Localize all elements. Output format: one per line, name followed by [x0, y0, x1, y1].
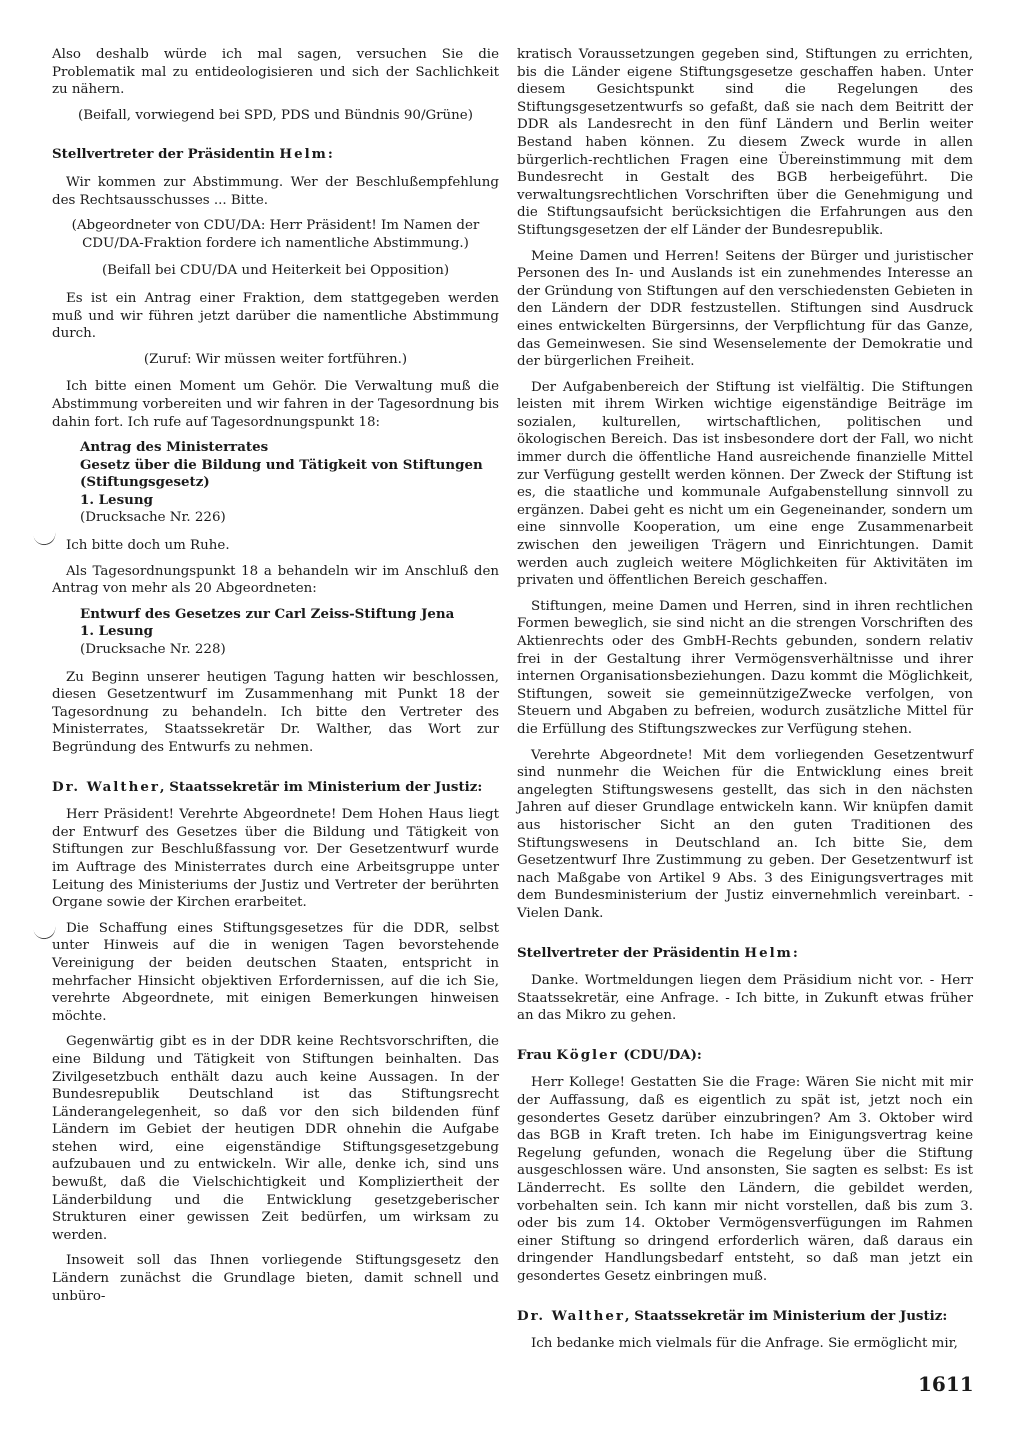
page-number: 1611	[918, 1372, 974, 1396]
speaker-role: Stellvertreter der Präsidentin	[52, 146, 275, 163]
speaker-name: Dr. Walther	[517, 1307, 625, 1324]
speaker-heading	[517, 1308, 973, 1326]
paragraph: Wir kommen zur Abstimmung. Wer der Beschlußempfehlung des Rechtsausschusses ... Bitte.	[52, 174, 499, 208]
paragraph: Ich bitte doch um Ruhe.	[66, 538, 230, 554]
speaker-heading	[52, 779, 499, 797]
right-column	[517, 46, 973, 1361]
paragraph: Ich bitte einen Moment um Gehör. Die Verwaltung muß die Abstimmung vorbereiten und wir fahren in der Tagesordnung bis dahin fort. Ich rufe auf Tagesordnungspunkt 18:	[52, 379, 499, 430]
speaker-heading	[52, 146, 499, 164]
agenda-line: (Drucksache Nr. 228)	[80, 642, 226, 658]
paragraph: Verehrte Abgeordnete! Mit dem vorliegenden Gesetzentwurf sind nunmehr die Weichen für die Entwicklung eines breit angelegten Stiftungswesens gestellt, das sich in den nächsten Jahren auf dieser Grundlage entwickeln kann. Wir knüpfen damit aus historischer Sicht an den guten Traditionen des Stiftungswesens in Deutschland an. Ich bitte Sie, dem Gesetzentwurf Ihre Zustimmung zu geben. Der Gesetzentwurf ist nach Maßgabe von Artikel 9 Abs. 3 des Einigungsvertrages mit dem Bundesministerium der Justiz einvernehmlich vereinbart. - Vielen Dank.	[517, 747, 973, 921]
agenda-line: Gesetz über die Bildung und Tätigkeit von Stiftungen	[80, 456, 483, 473]
agenda-line: Antrag des Ministerrates	[80, 439, 269, 456]
speaker-role: Frau	[517, 1046, 552, 1063]
paragraph: Stiftungen, meine Damen und Herren, sind in ihren rechtlichen Formen beweglich, sie sind nicht an die strengen Vorschriften des Aktienrechts oder des GmbH-Rechts gebunden, sondern relativ frei in der Gestaltung ihrer Vermögensverhältnisse und ihrer internen Organisationsbeziehungen. Dazu kommt die Möglichkeit, Stiftungen, soweit sie gemeinnützigeZwecke verfolgen, von Steuern und Abgaben zu befreien, wodurch zusätzliche Mittel für die Erfüllung des Stiftungszweckes zur Verfügung stehen.	[517, 598, 973, 737]
speaker-name: Kögler	[556, 1046, 619, 1063]
interjection: (Beifall bei CDU/DA und Heiterkeit bei Opposition)	[101, 263, 450, 279]
speaker-name: Helm	[744, 944, 793, 961]
paragraph: Herr Kollege! Gestatten Sie die Frage: Wären Sie nicht mit mir der Auffassung, daß es eigentlich zu spät ist, jetzt noch ein gesondertes Gesetz darüber einzubringen? Am 3. Oktober wird das BGB in Kraft treten. Ich habe im Einigungsvertrag keine Regelung gefunden, wonach die Regelung über die Stiftung ausgeschlossen wäre. Und ansonsten, Sie sagten es selbst: Es ist Länderrecht. Es sollte den Ländern, die gebildet werden, vorbehalten sein. Ich kann mir nicht vorstellen, daß bis zum 3. oder bis zum 14. Oktober Vermögensverfügungen im Rahmen einer Stiftung so dringend erforderlich wären, daß daraus ein dringender Handlungsbedarf entsteht, so daß man jetzt ein gesondertes Gesetz einbringen muß.	[517, 1075, 973, 1284]
speaker-name: Helm	[279, 146, 328, 163]
interjection: (Beifall, vorwiegend bei SPD, PDS und Bündnis 90/Grüne)	[78, 107, 473, 123]
speaker-role: Stellvertreter der Präsidentin	[517, 944, 740, 961]
paragraph: Zu Beginn unserer heutigen Tagung hatten wir beschlossen, diesen Gesetzentwurf im Zusammenhang mit Punkt 18 der Tagesordnung zu behandeln. Ich bitte den Vertreter des Ministerrates, Staatssekretär Dr. Walther, das Wort zur Begründung des Entwurfs zu nehmen.	[52, 669, 499, 755]
paragraph: Gegenwärtig gibt es in der DDR keine Rechtsvorschriften, die eine Bildung und Tätigkeit von Stiftungen beinhalten. Das Zivilgesetzbuch enthält dazu auch keine Aussagen. In der Bundesrepublik Deutschland ist das Stiftungsrecht Länderangelegenheit, so daß vor den sich bildenden fünf Ländern im Gebiet der heutigen DDR ohnehin die Aufgabe stehen wird, eine eigenständige Stiftungsgesetzgebung aufzubauen und zu entwickeln. Wir alle, denke ich, sind uns bewußt, daß die Vielschichtigkeit und Kompliziertheit der Länderbildung und die Entwicklung gesetzgeberischer Strukturen einer gewissen Zeit bedürfen, um wirksam zu werden.	[52, 1034, 499, 1243]
paragraph: Herr Präsident! Verehrte Abgeordnete! Dem Hohen Haus liegt der Entwurf des Gesetzes über die Bildung und Tätigkeit von Stiftungen zur Beschlußfassung vor. Der Gesetzentwurf wurde im Auftrage des Ministerrates durch eine Arbeitsgruppe unter Leitung des Ministeriums der Justiz und Vertreter der berührten Organe sowie der Kirchen erarbeitet.	[52, 807, 499, 911]
paragraph: Also deshalb würde ich mal sagen, versuchen Sie die Problematik mal zu entideologisieren und sich der Sachlichkeit zu nähern.	[52, 47, 499, 98]
agenda-line: (Stiftungsgesetz)	[80, 474, 210, 491]
speaker-name: Dr. Walther	[52, 778, 160, 795]
paragraph: Insoweit soll das Ihnen vorliegende Stiftungsgesetz den Ländern zunächst die Grundlage bieten, damit schnell und unbüro-	[52, 1253, 499, 1304]
speaker-heading	[517, 1047, 973, 1065]
paragraph: Die Schaffung eines Stiftungsgesetzes für die DDR, selbst unter Hinweis auf die in wenigen Tagen bevorstehende Vereinigung der beiden deutschen Staaten, entspricht in mehrfacher Hinsicht objektiven Erfordernissen, auf die ich Sie, verehrte Abgeordnete, mit einigen Bemerkungen hinweisen möchte.	[52, 920, 499, 1024]
speaker-suffix: , Staatssekretär im Ministerium der Justiz:	[159, 778, 483, 795]
agenda-line: Entwurf des Gesetzes zur Carl Zeiss-Stiftung Jena	[80, 605, 455, 622]
speaker-suffix: , Staatssekretär im Ministerium der Justiz:	[624, 1307, 948, 1324]
paragraph: Als Tagesordnungspunkt 18 a behandeln wir im Anschluß den Antrag von mehr als 20 Abgeordneten:	[52, 563, 499, 597]
paragraph: Danke. Wortmeldungen liegen dem Präsidium nicht vor. - Herr Staatssekretär, eine Anfrage. - Ich bitte, in Zukunft etwas früher an das Mikro zu gehen.	[517, 973, 973, 1024]
agenda-line: 1. Lesung	[80, 623, 153, 640]
speaker-heading	[517, 945, 973, 963]
paragraph: Ich bedanke mich vielmals für die Anfrage. Sie ermöglicht mir,	[531, 1336, 958, 1352]
speaker-suffix: :	[327, 146, 333, 163]
paragraph: Der Aufgabenbereich der Stiftung ist vielfältig. Die Stiftungen leisten mit ihrem Wirken wichtige eigenständige Beiträge im sozialen, kulturellen, wirtschaftlichen, politischen und ökologischen Bereich. Das ist insbesondere dort der Fall, wo nicht immer durch die öffentliche Hand ausreichende finanzielle Mittel zur Verfügung gestellt werden können. Der Zweck der Stiftung ist es, die staatliche und kommunale Aufgabenstellung sinnvoll zu ergänzen. Dabei geht es nicht um ein Gegeneinander, sondern um eine sinnvolle Kooperation, um eine enge Zusammenarbeit zwischen den jeweiligen Trägern und Einrichtungen. Damit werden auch zugleich weitere Möglichkeiten für Aktivitäten im privaten und öffentlichen Bereich geschaffen.	[517, 379, 973, 589]
agenda-line: (Drucksache Nr. 226)	[80, 510, 226, 526]
speaker-suffix: (CDU/DA):	[618, 1046, 702, 1063]
interjection: (Zuruf: Wir müssen weiter fortführen.)	[143, 351, 408, 367]
paragraph: Meine Damen und Herren! Seitens der Bürger und juristischer Personen des In- und Auslands ist ein zunehmendes Interesse an der Gründung von Stiftungen auf den verschiedensten Gebieten in den Ländern der DDR festzustellen. Stiftungen sind Ausdruck eines entwickelten Bürgersinns, der Verpflichtung für das Ganze, das Gemeinwesen. Sie sind Wesenselemente der Demokratie und der bürgerlichen Freiheit.	[517, 248, 973, 370]
interjection: (Abgeordneter von CDU/DA: Herr Präsident! Im Namen der CDU/DA-Fraktion fordere ich namentliche Abstimmung.)	[71, 218, 480, 251]
agenda-item	[80, 606, 499, 659]
paragraph: kratisch Voraussetzungen gegeben sind, Stiftungen zu errichten, bis die Länder eigene Stiftungsgesetze geschaffen haben. Unter diesem Gesichtspunkt sind die Regelungen des Stiftungsgesetzentwurfs so gefaßt, daß sie nach dem Beitritt der DDR als Landesrecht in den fünf Ländern und Berlin weiter Bestand haben können. Zu diesem Zweck wurde in allen bürgerlich-rechtlichen Fragen eine Übereinstimmung mit dem Bundesrecht in Gestalt des BGB herbeigeführt. Die verwaltungsrechtlichen Vorschriften über die Genehmigung und die Stiftungsaufsicht berücksichtigen die Erfahrungen aus den Stiftungsgesetzen der elf Länder der Bundesrepublik.	[517, 47, 973, 238]
paragraph: Es ist ein Antrag einer Fraktion, dem stattgegeben werden muß und wir führen jetzt darüber die namentliche Abstimmung durch.	[52, 290, 499, 342]
agenda-item	[80, 439, 499, 527]
speaker-suffix: :	[792, 944, 798, 961]
left-column	[52, 46, 499, 1313]
agenda-line: 1. Lesung	[80, 491, 153, 508]
